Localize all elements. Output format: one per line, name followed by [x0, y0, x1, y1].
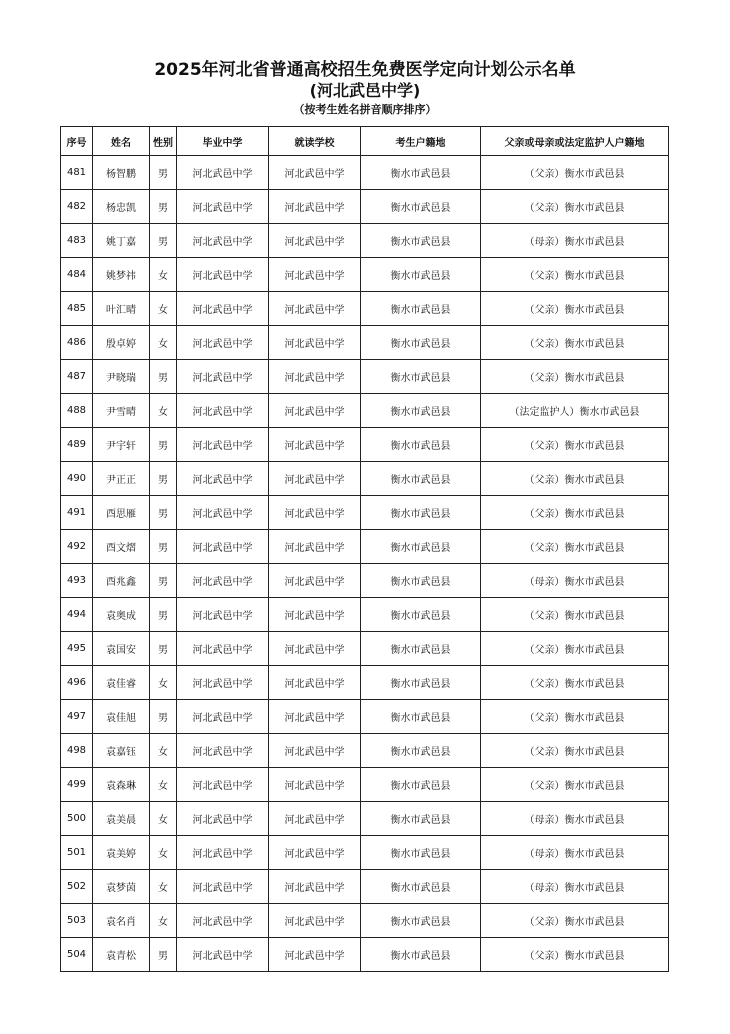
guardian-residence-cell: （父亲）衡水市武邑县 [481, 530, 669, 564]
school-subtitle: (河北武邑中学) [309, 81, 421, 100]
student-residence-cell: 衡水市武邑县 [361, 564, 481, 598]
graduation-school-cell: 河北武邑中学 [177, 462, 269, 496]
current-school-cell: 河北武邑中学 [269, 530, 361, 564]
graduation-school-cell: 河北武邑中学 [177, 496, 269, 530]
gender-cell: 女 [150, 870, 177, 904]
index-cell: 485 [61, 292, 93, 326]
name-cell: 袁青松 [93, 938, 150, 972]
gender-cell: 男 [150, 530, 177, 564]
student-residence-cell: 衡水市武邑县 [361, 496, 481, 530]
table-row [61, 462, 669, 496]
guardian-residence-cell: （父亲）衡水市武邑县 [481, 428, 669, 462]
gender-cell: 女 [150, 904, 177, 938]
current-school-cell: 河北武邑中学 [269, 428, 361, 462]
student-residence-cell: 衡水市武邑县 [361, 292, 481, 326]
student-residence-cell: 衡水市武邑县 [361, 870, 481, 904]
guardian-residence-cell: （母亲）衡水市武邑县 [481, 564, 669, 598]
index-cell: 488 [61, 394, 93, 428]
current-school-cell: 河北武邑中学 [269, 632, 361, 666]
table-row [61, 734, 669, 768]
student-residence-cell: 衡水市武邑县 [361, 836, 481, 870]
graduation-school-cell: 河北武邑中学 [177, 904, 269, 938]
gender-cell: 女 [150, 394, 177, 428]
current-school-cell: 河北武邑中学 [269, 224, 361, 258]
name-cell: 袁佳睿 [93, 666, 150, 700]
index-cell: 503 [61, 904, 93, 938]
index-cell: 496 [61, 666, 93, 700]
student-residence-cell: 衡水市武邑县 [361, 360, 481, 394]
gender-cell: 男 [150, 598, 177, 632]
roster-table [60, 126, 669, 972]
table-header-row [61, 127, 669, 156]
gender-cell: 男 [150, 360, 177, 394]
index-cell: 495 [61, 632, 93, 666]
guardian-residence-cell: （父亲）衡水市武邑县 [481, 496, 669, 530]
gender-cell: 女 [150, 734, 177, 768]
current-school-cell: 河北武邑中学 [269, 904, 361, 938]
name-cell: 酉兆鑫 [93, 564, 150, 598]
index-cell: 482 [61, 190, 93, 224]
table-row [61, 190, 669, 224]
table-row [61, 258, 669, 292]
current-school-cell: 河北武邑中学 [269, 802, 361, 836]
table-row [61, 700, 669, 734]
header-name: 姓名 [93, 127, 150, 156]
graduation-school-cell: 河北武邑中学 [177, 224, 269, 258]
current-school-cell: 河北武邑中学 [269, 666, 361, 700]
graduation-school-cell: 河北武邑中学 [177, 870, 269, 904]
current-school-cell: 河北武邑中学 [269, 190, 361, 224]
student-residence-cell: 衡水市武邑县 [361, 394, 481, 428]
current-school-cell: 河北武邑中学 [269, 564, 361, 598]
gender-cell: 男 [150, 938, 177, 972]
graduation-school-cell: 河北武邑中学 [177, 938, 269, 972]
current-school-cell: 河北武邑中学 [269, 836, 361, 870]
table-row [61, 326, 669, 360]
gender-cell: 女 [150, 292, 177, 326]
student-residence-cell: 衡水市武邑县 [361, 904, 481, 938]
student-residence-cell: 衡水市武邑县 [361, 734, 481, 768]
student-residence-cell: 衡水市武邑县 [361, 258, 481, 292]
graduation-school-cell: 河北武邑中学 [177, 360, 269, 394]
gender-cell: 男 [150, 496, 177, 530]
index-cell: 504 [61, 938, 93, 972]
graduation-school-cell: 河北武邑中学 [177, 394, 269, 428]
guardian-residence-cell: （父亲）衡水市武邑县 [481, 190, 669, 224]
name-cell: 杨智鹏 [93, 156, 150, 190]
table-row [61, 428, 669, 462]
gender-cell: 女 [150, 258, 177, 292]
student-residence-cell: 衡水市武邑县 [361, 428, 481, 462]
graduation-school-cell: 河北武邑中学 [177, 700, 269, 734]
index-cell: 486 [61, 326, 93, 360]
index-cell: 497 [61, 700, 93, 734]
current-school-cell: 河北武邑中学 [269, 496, 361, 530]
current-school-cell: 河北武邑中学 [269, 870, 361, 904]
current-school-cell: 河北武邑中学 [269, 394, 361, 428]
student-residence-cell: 衡水市武邑县 [361, 598, 481, 632]
gender-cell: 男 [150, 428, 177, 462]
table-row [61, 530, 669, 564]
name-cell: 袁美晨 [93, 802, 150, 836]
index-cell: 501 [61, 836, 93, 870]
name-cell: 袁奥成 [93, 598, 150, 632]
gender-cell: 男 [150, 632, 177, 666]
index-cell: 483 [61, 224, 93, 258]
student-residence-cell: 衡水市武邑县 [361, 462, 481, 496]
student-residence-cell: 衡水市武邑县 [361, 530, 481, 564]
name-cell: 尹宇轩 [93, 428, 150, 462]
guardian-residence-cell: （母亲）衡水市武邑县 [481, 836, 669, 870]
name-cell: 袁美婷 [93, 836, 150, 870]
guardian-residence-cell: （父亲）衡水市武邑县 [481, 292, 669, 326]
guardian-residence-cell: （母亲）衡水市武邑县 [481, 224, 669, 258]
gender-cell: 男 [150, 700, 177, 734]
guardian-residence-cell: （父亲）衡水市武邑县 [481, 632, 669, 666]
table-row [61, 496, 669, 530]
current-school-cell: 河北武邑中学 [269, 598, 361, 632]
guardian-residence-cell: （母亲）衡水市武邑县 [481, 802, 669, 836]
header-student-residence: 考生户籍地 [361, 127, 481, 156]
gender-cell: 女 [150, 666, 177, 700]
guardian-residence-cell: （法定监护人）衡水市武邑县 [481, 394, 669, 428]
gender-cell: 女 [150, 802, 177, 836]
index-cell: 498 [61, 734, 93, 768]
gender-cell: 男 [150, 462, 177, 496]
name-cell: 尹雪晴 [93, 394, 150, 428]
guardian-residence-cell: （母亲）衡水市武邑县 [481, 870, 669, 904]
name-cell: 姚梦祎 [93, 258, 150, 292]
student-residence-cell: 衡水市武邑县 [361, 156, 481, 190]
guardian-residence-cell: （父亲）衡水市武邑县 [481, 598, 669, 632]
graduation-school-cell: 河北武邑中学 [177, 802, 269, 836]
name-cell: 殷卓婷 [93, 326, 150, 360]
graduation-school-cell: 河北武邑中学 [177, 632, 269, 666]
index-cell: 500 [61, 802, 93, 836]
table-row [61, 394, 669, 428]
index-cell: 502 [61, 870, 93, 904]
current-school-cell: 河北武邑中学 [269, 156, 361, 190]
index-cell: 494 [61, 598, 93, 632]
student-residence-cell: 衡水市武邑县 [361, 700, 481, 734]
current-school-cell: 河北武邑中学 [269, 700, 361, 734]
gender-cell: 女 [150, 326, 177, 360]
table-row [61, 768, 669, 802]
graduation-school-cell: 河北武邑中学 [177, 530, 269, 564]
header-guardian-residence: 父亲或母亲或法定监护人户籍地 [481, 127, 669, 156]
graduation-school-cell: 河北武邑中学 [177, 734, 269, 768]
index-cell: 487 [61, 360, 93, 394]
table-row [61, 292, 669, 326]
current-school-cell: 河北武邑中学 [269, 768, 361, 802]
index-cell: 484 [61, 258, 93, 292]
name-cell: 袁名肖 [93, 904, 150, 938]
student-residence-cell: 衡水市武邑县 [361, 666, 481, 700]
sort-note: （按考生姓名拼音顺序排序） [293, 103, 437, 116]
gender-cell: 女 [150, 836, 177, 870]
gender-cell: 男 [150, 156, 177, 190]
graduation-school-cell: 河北武邑中学 [177, 326, 269, 360]
gender-cell: 女 [150, 768, 177, 802]
gender-cell: 男 [150, 224, 177, 258]
student-residence-cell: 衡水市武邑县 [361, 938, 481, 972]
graduation-school-cell: 河北武邑中学 [177, 292, 269, 326]
header-graduation-school: 毕业中学 [177, 127, 269, 156]
name-cell: 尹正正 [93, 462, 150, 496]
current-school-cell: 河北武邑中学 [269, 734, 361, 768]
table-row [61, 904, 669, 938]
current-school-cell: 河北武邑中学 [269, 326, 361, 360]
student-residence-cell: 衡水市武邑县 [361, 326, 481, 360]
student-residence-cell: 衡水市武邑县 [361, 224, 481, 258]
index-cell: 489 [61, 428, 93, 462]
graduation-school-cell: 河北武邑中学 [177, 190, 269, 224]
name-cell: 姚丁嘉 [93, 224, 150, 258]
index-cell: 490 [61, 462, 93, 496]
index-cell: 492 [61, 530, 93, 564]
index-cell: 481 [61, 156, 93, 190]
graduation-school-cell: 河北武邑中学 [177, 598, 269, 632]
name-cell: 杨忠凯 [93, 190, 150, 224]
student-residence-cell: 衡水市武邑县 [361, 768, 481, 802]
student-residence-cell: 衡水市武邑县 [361, 190, 481, 224]
index-cell: 499 [61, 768, 93, 802]
guardian-residence-cell: （父亲）衡水市武邑县 [481, 904, 669, 938]
graduation-school-cell: 河北武邑中学 [177, 564, 269, 598]
header-gender: 性别 [150, 127, 177, 156]
table-row [61, 224, 669, 258]
graduation-school-cell: 河北武邑中学 [177, 428, 269, 462]
header-index: 序号 [61, 127, 93, 156]
name-cell: 叶汇晴 [93, 292, 150, 326]
name-cell: 酉思雁 [93, 496, 150, 530]
table-row [61, 836, 669, 870]
gender-cell: 男 [150, 190, 177, 224]
name-cell: 尹晓瑞 [93, 360, 150, 394]
name-cell: 袁梦茵 [93, 870, 150, 904]
name-cell: 袁国安 [93, 632, 150, 666]
table-row [61, 938, 669, 972]
table-row [61, 870, 669, 904]
table-row [61, 360, 669, 394]
guardian-residence-cell: （父亲）衡水市武邑县 [481, 462, 669, 496]
guardian-residence-cell: （父亲）衡水市武邑县 [481, 734, 669, 768]
graduation-school-cell: 河北武邑中学 [177, 666, 269, 700]
guardian-residence-cell: （父亲）衡水市武邑县 [481, 326, 669, 360]
guardian-residence-cell: （父亲）衡水市武邑县 [481, 360, 669, 394]
guardian-residence-cell: （父亲）衡水市武邑县 [481, 258, 669, 292]
table-row [61, 564, 669, 598]
guardian-residence-cell: （父亲）衡水市武邑县 [481, 156, 669, 190]
index-cell: 491 [61, 496, 93, 530]
graduation-school-cell: 河北武邑中学 [177, 258, 269, 292]
graduation-school-cell: 河北武邑中学 [177, 836, 269, 870]
name-cell: 袁佳旭 [93, 700, 150, 734]
graduation-school-cell: 河北武邑中学 [177, 768, 269, 802]
student-residence-cell: 衡水市武邑县 [361, 632, 481, 666]
current-school-cell: 河北武邑中学 [269, 462, 361, 496]
guardian-residence-cell: （父亲）衡水市武邑县 [481, 938, 669, 972]
graduation-school-cell: 河北武邑中学 [177, 156, 269, 190]
guardian-residence-cell: （父亲）衡水市武邑县 [481, 666, 669, 700]
table-row [61, 632, 669, 666]
gender-cell: 男 [150, 564, 177, 598]
current-school-cell: 河北武邑中学 [269, 292, 361, 326]
name-cell: 袁森琳 [93, 768, 150, 802]
document-title: 2025年河北省普通高校招生免费医学定向计划公示名单 [154, 60, 576, 80]
name-cell: 袁嘉钰 [93, 734, 150, 768]
table-row [61, 156, 669, 190]
student-residence-cell: 衡水市武邑县 [361, 802, 481, 836]
guardian-residence-cell: （父亲）衡水市武邑县 [481, 700, 669, 734]
table-row [61, 598, 669, 632]
current-school-cell: 河北武邑中学 [269, 360, 361, 394]
table-row [61, 802, 669, 836]
current-school-cell: 河北武邑中学 [269, 258, 361, 292]
header-current-school: 就读学校 [269, 127, 361, 156]
index-cell: 493 [61, 564, 93, 598]
table-row [61, 666, 669, 700]
current-school-cell: 河北武邑中学 [269, 938, 361, 972]
name-cell: 酉文熠 [93, 530, 150, 564]
guardian-residence-cell: （父亲）衡水市武邑县 [481, 768, 669, 802]
